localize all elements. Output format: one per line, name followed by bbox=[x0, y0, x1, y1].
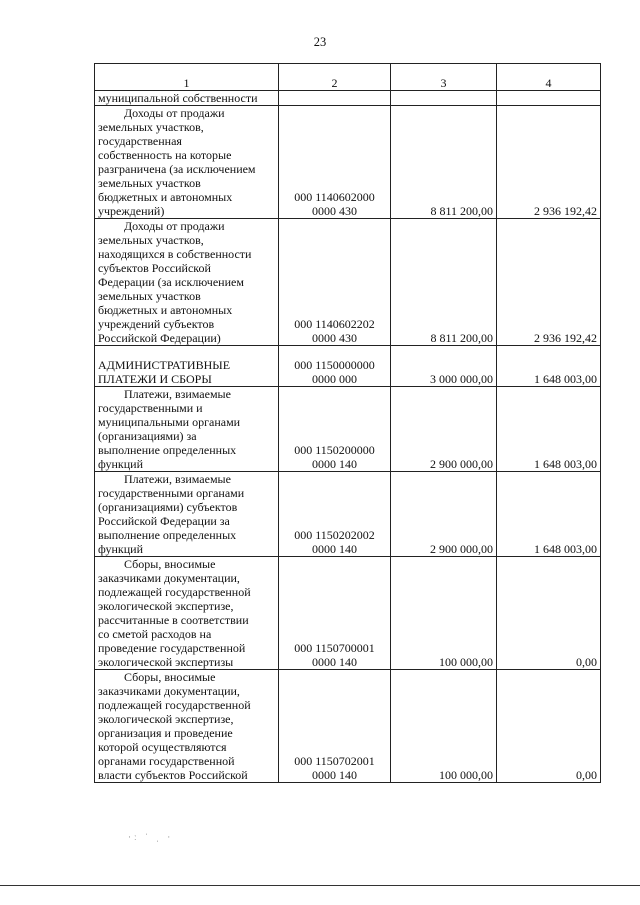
row-plan-amount-cell: 2 900 000,00 bbox=[391, 387, 497, 472]
row-code-cell: 000 1150700001 0000 140 bbox=[279, 557, 391, 670]
row-plan-amount-cell: 100 000,00 bbox=[391, 557, 497, 670]
row-code-cell: 000 1150000000 0000 000 bbox=[279, 346, 391, 387]
row-code-cell: 000 1140602202 0000 430 bbox=[279, 219, 391, 346]
table-row bbox=[95, 346, 601, 387]
row-fact-amount-cell: 1 648 003,00 bbox=[497, 346, 601, 387]
scan-artifact: ·ː ˈ ˌ · bbox=[128, 832, 174, 842]
row-fact-amount-cell: 1 648 003,00 bbox=[497, 387, 601, 472]
row-plan-amount-cell bbox=[391, 91, 497, 106]
page-bottom-rule bbox=[0, 885, 640, 886]
table-row bbox=[95, 91, 601, 106]
page-number: 23 bbox=[313, 35, 327, 49]
row-name-cell: Платежи, взимаемые государственными и муниципальными органами (организациями) за выполнение определенных функций bbox=[95, 387, 279, 472]
table-row bbox=[95, 387, 601, 472]
column-header-2: 2 bbox=[279, 64, 391, 91]
row-name-cell: муниципальной собственности bbox=[95, 91, 279, 106]
row-plan-amount-cell: 8 811 200,00 bbox=[391, 106, 497, 219]
row-code-cell: 000 1150702001 0000 140 bbox=[279, 670, 391, 783]
row-plan-amount-cell: 2 900 000,00 bbox=[391, 472, 497, 557]
column-header-4: 4 bbox=[497, 64, 601, 91]
column-header-3: 3 bbox=[391, 64, 497, 91]
row-code-cell: 000 1140602000 0000 430 bbox=[279, 106, 391, 219]
row-name-cell: АДМИНИСТРАТИВНЫЕ ПЛАТЕЖИ И СБОРЫ bbox=[95, 346, 279, 387]
row-fact-amount-cell: 1 648 003,00 bbox=[497, 472, 601, 557]
row-name-cell: Доходы от продажи земельных участков, находящихся в собственности субъектов Российской Федерации (за исключением земельных участков бюджетных и автономных учреждений субъектов Российской Федерации) bbox=[95, 219, 279, 346]
table-row bbox=[95, 472, 601, 557]
table-row bbox=[95, 219, 601, 346]
row-plan-amount-cell: 100 000,00 bbox=[391, 670, 497, 783]
row-fact-amount-cell: 0,00 bbox=[497, 670, 601, 783]
revenue-table bbox=[94, 63, 601, 783]
row-code-cell: 000 1150200000 0000 140 bbox=[279, 387, 391, 472]
row-name-cell: Доходы от продажи земельных участков, государственная собственность на которые разграничена (за исключением земельных участков бюджетных и автономных учреждений) bbox=[95, 106, 279, 219]
row-name-cell: Сборы, вносимые заказчиками документации, подлежащей государственной экологической экспертизе, организация и проведение которой осуществляются органами государственной власти субъектов Российской bbox=[95, 670, 279, 783]
row-plan-amount-cell: 8 811 200,00 bbox=[391, 219, 497, 346]
table-row bbox=[95, 670, 601, 783]
row-code-cell: 000 1150202002 0000 140 bbox=[279, 472, 391, 557]
table-row bbox=[95, 106, 601, 219]
row-plan-amount-cell: 3 000 000,00 bbox=[391, 346, 497, 387]
row-fact-amount-cell bbox=[497, 91, 601, 106]
row-fact-amount-cell: 2 936 192,42 bbox=[497, 219, 601, 346]
row-name-cell: Платежи, взимаемые государственными органами (организациями) субъектов Российской Федерации за выполнение определенных функций bbox=[95, 472, 279, 557]
table-row bbox=[95, 557, 601, 670]
row-fact-amount-cell: 2 936 192,42 bbox=[497, 106, 601, 219]
row-code-cell bbox=[279, 91, 391, 106]
row-fact-amount-cell: 0,00 bbox=[497, 557, 601, 670]
row-name-cell: Сборы, вносимые заказчиками документации, подлежащей государственной экологической экспертизе, рассчитанные в соответствии со сметой расходов на проведение государственной экологической экспертизы bbox=[95, 557, 279, 670]
column-header-1: 1 bbox=[95, 64, 279, 91]
table-header-row bbox=[95, 64, 601, 91]
